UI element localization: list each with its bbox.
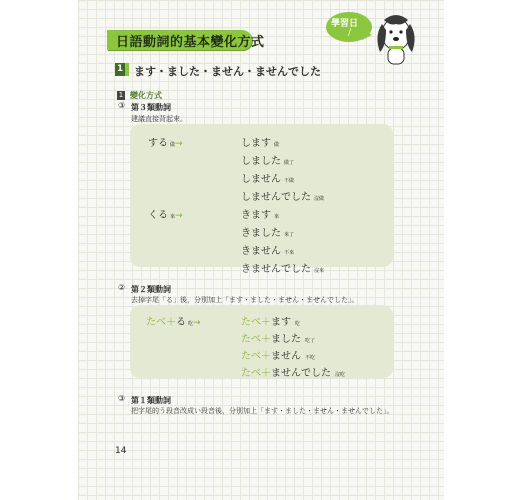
study-day-label: 學習日 [331, 19, 359, 29]
group3-base-verb [148, 131, 183, 150]
subsection-number: 1 [118, 91, 124, 99]
arrow-icon: → [175, 139, 183, 149]
group3-conjugated-form [241, 131, 279, 150]
stem: たべ [241, 334, 261, 345]
section-number: 1 [116, 64, 124, 74]
suffix-gloss: 沒吃 [335, 372, 346, 378]
suffix: ませんでした [271, 368, 331, 379]
page-number: 14 [115, 446, 127, 456]
conjugated-gloss: 做 [274, 142, 280, 148]
conjugated-form: しました [241, 156, 281, 167]
group1-heading: 第１類動詞 [131, 396, 171, 405]
conjugated-gloss: 不來 [284, 250, 295, 256]
plus-sign: ＋ [261, 334, 271, 345]
group3-conjugated-form [241, 167, 294, 186]
section-title: ます・ました・ません・ませんでした [134, 65, 321, 78]
conjugated-gloss: 沒來 [314, 268, 325, 274]
plus-sign: ＋ [261, 368, 271, 379]
group3-description: 建議直接背起來。 [131, 115, 187, 123]
group3-conjugated-form [241, 239, 294, 258]
suffix-gloss: 不吃 [305, 355, 316, 361]
stem: たべ [241, 351, 261, 362]
dog-mascot-icon [366, 6, 420, 66]
section-accent-bar [125, 63, 129, 76]
arrow-icon: → [175, 211, 183, 221]
stem: たべ [241, 317, 261, 328]
group3-conjugated-form [241, 185, 324, 204]
group2-conjugated-form [241, 361, 345, 380]
conjugated-gloss: 沒做 [314, 196, 325, 202]
suffix: ません [271, 351, 301, 362]
conjugated-form: きませんでした [241, 264, 311, 275]
base-verb: する [148, 138, 168, 149]
group3-marker: ③ [118, 101, 126, 110]
subsection-title: 變化方式 [130, 91, 162, 100]
group3-conjugated-form [241, 149, 294, 168]
base-ru: る [176, 317, 186, 328]
group2-marker: ② [118, 283, 126, 292]
group2-heading: 第２類動詞 [131, 285, 171, 294]
group1-description: 把字尾的う段音改成い段音後，分別加上「ます・ました・ません・ませんでした」。 [131, 407, 394, 415]
conjugated-form: きました [241, 228, 281, 239]
group3-conjugated-form [241, 221, 294, 240]
base-stem: たべ [146, 317, 166, 328]
conjugated-form: しません [241, 174, 281, 185]
suffix: ます [271, 317, 291, 328]
group3-base-verb [148, 203, 183, 222]
group3-heading: 第３類動詞 [131, 103, 171, 112]
base-plus: ＋ [166, 317, 176, 328]
group2-base-row [146, 310, 201, 329]
plus-sign: ＋ [261, 351, 271, 362]
study-day-slash: / [348, 28, 352, 38]
conjugated-form: きません [241, 246, 281, 257]
stem: たべ [241, 368, 261, 379]
plus-sign: ＋ [261, 317, 271, 328]
conjugated-gloss: 不做 [284, 178, 295, 184]
base-verb-gloss: 做 [170, 142, 176, 148]
group3-conjugated-form [241, 203, 279, 222]
base-verb-gloss: 來 [170, 214, 176, 220]
conjugated-form: きます [241, 210, 271, 221]
conjugated-gloss: 來了 [284, 232, 295, 238]
base-gloss: 吃 [188, 321, 194, 327]
page-title: 日語動詞的基本變化方式 [116, 35, 265, 50]
conjugated-gloss: 做了 [284, 160, 295, 166]
suffix-gloss: 吃 [295, 321, 301, 327]
suffix: ました [271, 334, 301, 345]
suffix-gloss: 吃了 [305, 338, 316, 344]
conjugated-form: しませんでした [241, 192, 311, 203]
conjugated-gloss: 來 [274, 214, 280, 220]
conjugated-form: します [241, 138, 271, 149]
base-arrow: → [193, 318, 201, 328]
base-verb: くる [148, 210, 168, 221]
group3-conjugated-form [241, 257, 324, 276]
group2-description: 去掉字尾「る」後，分別加上「ます・ました・ません・ませんでした」。 [131, 296, 359, 304]
group1-marker: ③ [118, 394, 126, 403]
